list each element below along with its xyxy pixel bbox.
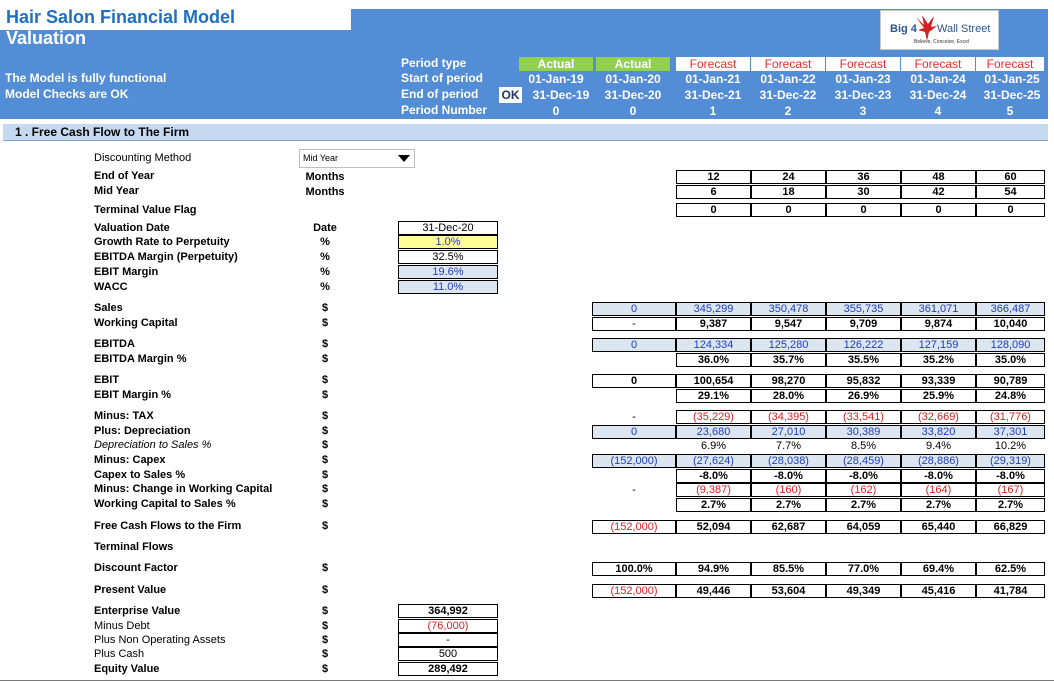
non-operating-assets-cell[interactable]: - <box>398 633 498 647</box>
tax-unit: $ <box>321 410 329 422</box>
tax-label: Minus: TAX <box>94 410 154 422</box>
ebit-margin-row-label: EBIT Margin % <box>94 389 172 401</box>
working-capital-cell[interactable]: 9,709 <box>826 317 901 331</box>
logo-big4-text: Big 4 <box>890 23 917 35</box>
present-value-cell[interactable]: 41,784 <box>976 584 1045 598</box>
mid-year-cell[interactable]: 30 <box>826 185 901 199</box>
ebit-margin-cell[interactable]: 25.9% <box>901 389 976 403</box>
section-header <box>3 124 1048 141</box>
tax-base-cell[interactable]: - <box>632 411 636 423</box>
depreciation-cell[interactable]: 30,389 <box>826 425 901 439</box>
present-value-cell[interactable]: 49,349 <box>826 584 901 598</box>
mid-year-cell[interactable]: 54 <box>976 185 1045 199</box>
dep-to-sales-cell[interactable]: 9.4% <box>925 440 952 452</box>
ebitda-cell[interactable]: 124,334 <box>676 338 751 352</box>
ebitda-margin-cell[interactable]: 35.2% <box>901 353 976 367</box>
capex-to-sales-cell[interactable]: -8.0% <box>901 469 976 483</box>
logo-tagline: Believe, Conceive, Excel <box>914 39 970 45</box>
fcff-cell[interactable]: 65,440 <box>901 520 976 534</box>
non-operating-assets-unit: $ <box>321 634 329 646</box>
ebit-margin-cell[interactable]: 19.6% <box>398 265 498 279</box>
period-number-label: Period Number <box>401 103 488 117</box>
ebit-label: EBIT <box>94 374 120 386</box>
period-type-cell: Actual <box>519 57 593 71</box>
discount-factor-cell[interactable]: 62.5% <box>976 562 1045 576</box>
terminal-flag-cell[interactable]: 0 <box>826 203 901 217</box>
ebitda-margin-label: EBITDA Margin % <box>94 353 187 365</box>
discount-factor-base-cell[interactable]: 100.0% <box>592 562 676 576</box>
mid-year-cell[interactable]: 6 <box>676 185 751 199</box>
fcff-label: Free Cash Flows to the Firm <box>94 520 242 532</box>
wacc-unit: % <box>320 281 330 293</box>
ebitda-margin-perp-cell[interactable]: 32.5% <box>398 250 498 264</box>
period-start-cell: 01-Jan-24 <box>910 72 966 86</box>
present-value-cell[interactable]: 45,416 <box>901 584 976 598</box>
capex-cell[interactable]: (29,319) <box>976 454 1045 468</box>
working-capital-cell[interactable]: 9,387 <box>676 317 751 331</box>
company-logo <box>880 10 999 50</box>
period-end-cell: 31-Dec-20 <box>604 88 662 102</box>
terminal-flag-cell[interactable]: 0 <box>676 203 751 217</box>
terminal-flag-cell[interactable]: 0 <box>976 203 1045 217</box>
wc-to-sales-cell[interactable]: 2.7% <box>901 498 976 512</box>
period-number-cell: 3 <box>859 104 867 118</box>
change-wc-base-cell[interactable]: - <box>632 484 636 496</box>
period-number-cell: 2 <box>784 104 792 118</box>
minus-debt-unit: $ <box>321 620 329 632</box>
capex-base-cell[interactable]: (152,000) <box>592 454 676 468</box>
working-capital-unit: $ <box>321 317 329 329</box>
wc-to-sales-cell[interactable]: 2.7% <box>826 498 901 512</box>
period-type-cell: Actual <box>596 57 670 71</box>
fcff-unit: $ <box>321 520 329 532</box>
discount-factor-label: Discount Factor <box>94 562 178 574</box>
terminal-flag-cell[interactable]: 0 <box>901 203 976 217</box>
change-wc-cell[interactable]: (160) <box>751 483 826 497</box>
period-number-cell: 5 <box>1006 104 1014 118</box>
depreciation-base-cell[interactable]: 0 <box>592 425 676 439</box>
working-capital-base-cell[interactable]: - <box>592 317 676 331</box>
page-title: Hair Salon Financial Model <box>6 7 236 27</box>
plus-cash-cell[interactable]: 500 <box>398 647 498 661</box>
period-end-cell: 31-Dec-22 <box>759 88 817 102</box>
page-subtitle: Valuation <box>6 28 87 48</box>
discount-factor-cell[interactable]: 85.5% <box>751 562 826 576</box>
capex-label: Minus: Capex <box>94 454 166 466</box>
period-start-cell: 01-Jan-22 <box>760 72 816 86</box>
minus-debt-cell[interactable]: (76,000) <box>398 619 498 633</box>
present-value-label: Present Value <box>94 584 167 596</box>
period-number-cell: 0 <box>629 104 637 118</box>
ebit-margin-cell[interactable]: 28.0% <box>751 389 826 403</box>
ebit-margin-cell[interactable]: 24.8% <box>976 389 1045 403</box>
discounting-method-label: Discounting Method <box>94 152 192 164</box>
period-type-cell: Forecast <box>751 57 825 71</box>
chevron-down-icon[interactable] <box>398 155 410 162</box>
period-start-cell: 01-Jan-23 <box>835 72 891 86</box>
valuation-date-label: Valuation Date <box>94 222 170 234</box>
period-start-cell: 01-Jan-20 <box>605 72 661 86</box>
sales-unit: $ <box>321 302 329 314</box>
end-of-year-label: End of Year <box>94 170 155 182</box>
equity-value-cell[interactable]: 289,492 <box>398 662 498 676</box>
ebitda-cell[interactable]: 126,222 <box>826 338 901 352</box>
discount-factor-cell[interactable]: 77.0% <box>826 562 901 576</box>
dep-to-sales-unit: $ <box>321 439 329 451</box>
present-value-unit: $ <box>321 584 329 596</box>
equity-value-unit: $ <box>321 663 329 675</box>
ebit-base-cell[interactable]: 0 <box>592 374 676 388</box>
present-value-base-cell[interactable]: (152,000) <box>592 584 676 598</box>
period-number-cell: 4 <box>934 104 942 118</box>
capex-to-sales-cell[interactable]: -8.0% <box>826 469 901 483</box>
growth-rate-label: Growth Rate to Perpetuity <box>94 236 230 248</box>
sales-base-cell[interactable]: 0 <box>592 302 676 316</box>
section-title: 1 . Free Cash Flow to The Firm <box>15 125 190 139</box>
depreciation-cell[interactable]: 33,820 <box>901 425 976 439</box>
period-end-cell: 31-Dec-21 <box>684 88 742 102</box>
period-start-cell: 01-Jan-21 <box>685 72 741 86</box>
ebitda-base-cell[interactable]: 0 <box>592 338 676 352</box>
model-status-functional: The Model is fully functional <box>5 71 167 85</box>
depreciation-label: Plus: Depreciation <box>94 425 191 437</box>
valuation-date-cell[interactable]: 31-Dec-20 <box>398 221 498 235</box>
sales-cell[interactable]: 350,478 <box>751 302 826 316</box>
tax-cell[interactable]: (33,541) <box>826 410 901 424</box>
dep-to-sales-cell[interactable]: 6.9% <box>700 440 727 452</box>
change-wc-cell[interactable]: (9,387) <box>676 483 751 497</box>
discounting-method-value: Mid Year <box>303 153 339 163</box>
ebitda-margin-cell[interactable]: 35.7% <box>751 353 826 367</box>
wc-to-sales-cell[interactable]: 2.7% <box>976 498 1045 512</box>
discount-factor-unit: $ <box>321 562 329 574</box>
terminal-flows-label: Terminal Flows <box>94 541 174 553</box>
ebit-margin-label: EBIT Margin <box>94 266 159 278</box>
ebitda-margin-cell[interactable]: 36.0% <box>676 353 751 367</box>
ebit-cell[interactable]: 93,339 <box>901 374 976 388</box>
capex-cell[interactable]: (28,886) <box>901 454 976 468</box>
terminal-value-flag-label: Terminal Value Flag <box>94 204 197 216</box>
period-end-cell: 31-Dec-19 <box>532 88 590 102</box>
dep-to-sales-cell[interactable]: 7.7% <box>775 440 802 452</box>
period-type-cell: Forecast <box>901 57 975 71</box>
minus-debt-label: Minus Debt <box>94 620 150 632</box>
plus-cash-unit: $ <box>321 648 329 660</box>
sales-cell[interactable]: 366,487 <box>976 302 1045 316</box>
capex-to-sales-unit: $ <box>321 469 329 481</box>
fcff-cell[interactable]: 62,687 <box>751 520 826 534</box>
working-capital-cell[interactable]: 10,040 <box>976 317 1045 331</box>
present-value-cell[interactable]: 53,604 <box>751 584 826 598</box>
end-of-year-cell[interactable]: 48 <box>901 170 976 184</box>
mid-year-label: Mid Year <box>94 185 140 197</box>
end-of-year-cell[interactable]: 36 <box>826 170 901 184</box>
present-value-cell[interactable]: 49,446 <box>676 584 751 598</box>
capex-to-sales-label: Capex to Sales % <box>94 469 186 481</box>
capex-cell[interactable]: (28,459) <box>826 454 901 468</box>
capex-cell[interactable]: (27,624) <box>676 454 751 468</box>
non-operating-assets-label: Plus Non Operating Assets <box>94 634 226 646</box>
ebit-margin-row-unit: $ <box>321 389 329 401</box>
dep-to-sales-label: Depreciation to Sales % <box>94 439 212 451</box>
capex-unit: $ <box>321 454 329 466</box>
period-end-cell: 31-Dec-24 <box>909 88 967 102</box>
working-capital-label: Working Capital <box>94 317 178 329</box>
ebitda-cell[interactable]: 125,280 <box>751 338 826 352</box>
capex-to-sales-cell[interactable]: -8.0% <box>751 469 826 483</box>
discounting-method-dropdown[interactable] <box>299 149 415 168</box>
wc-to-sales-cell[interactable]: 2.7% <box>676 498 751 512</box>
dep-to-sales-cell[interactable]: 8.5% <box>850 440 877 452</box>
ebitda-margin-unit: $ <box>321 353 329 365</box>
end-of-year-cell[interactable]: 24 <box>751 170 826 184</box>
period-type-cell: Forecast <box>826 57 900 71</box>
ebitda-label: EBITDA <box>94 338 135 350</box>
end-of-year-cell[interactable]: 60 <box>976 170 1045 184</box>
enterprise-value-label: Enterprise Value <box>94 605 181 617</box>
ebit-margin-cell[interactable]: 26.9% <box>826 389 901 403</box>
period-end-cell: 31-Dec-25 <box>983 88 1041 102</box>
working-capital-cell[interactable]: 9,874 <box>901 317 976 331</box>
ebit-cell[interactable]: 90,789 <box>976 374 1045 388</box>
wacc-label: WACC <box>94 281 128 293</box>
depreciation-unit: $ <box>321 425 329 437</box>
tax-cell[interactable]: (35,229) <box>676 410 751 424</box>
enterprise-value-unit: $ <box>321 605 329 617</box>
ebit-unit: $ <box>321 374 329 386</box>
ebitda-margin-cell[interactable]: 35.0% <box>976 353 1045 367</box>
plus-cash-label: Plus Cash <box>94 648 145 660</box>
wc-to-sales-cell[interactable]: 2.7% <box>751 498 826 512</box>
terminal-flag-cell[interactable]: 0 <box>751 203 826 217</box>
change-wc-label: Minus: Change in Working Capital <box>94 483 273 495</box>
ebitda-cell[interactable]: 127,159 <box>901 338 976 352</box>
start-of-period-label: Start of period <box>401 71 484 85</box>
logo-wallstreet-text: Wall Street <box>937 23 991 35</box>
period-start-cell: 01-Jan-19 <box>528 72 584 86</box>
period-type-cell: Forecast <box>676 57 750 71</box>
mid-year-cell[interactable]: 42 <box>901 185 976 199</box>
dep-to-sales-cell[interactable]: 10.2% <box>994 440 1027 452</box>
sales-label: Sales <box>94 302 123 314</box>
ebitda-margin-perp-label: EBITDA Margin (Perpetuity) <box>94 251 238 263</box>
model-status-checks: Model Checks are OK <box>5 87 129 101</box>
ebitda-cell[interactable]: 128,090 <box>976 338 1045 352</box>
end-of-period-label: End of period <box>401 87 479 101</box>
working-capital-cell[interactable]: 9,547 <box>751 317 826 331</box>
period-number-cell: 0 <box>552 104 560 118</box>
growth-rate-unit: % <box>320 236 330 248</box>
fcff-base-cell[interactable]: (152,000) <box>592 520 676 534</box>
wc-to-sales-label: Working Capital to Sales % <box>94 498 236 510</box>
capex-to-sales-cell[interactable]: -8.0% <box>976 469 1045 483</box>
discount-factor-cell[interactable]: 94.9% <box>676 562 751 576</box>
end-of-year-cell[interactable]: 12 <box>676 170 751 184</box>
sales-cell[interactable]: 361,071 <box>901 302 976 316</box>
period-type-cell: Forecast <box>976 57 1044 71</box>
tax-cell[interactable]: (32,669) <box>901 410 976 424</box>
tax-cell[interactable]: (34,395) <box>751 410 826 424</box>
sales-cell[interactable]: 355,735 <box>826 302 901 316</box>
fcff-cell[interactable]: 52,094 <box>676 520 751 534</box>
valuation-date-unit: Date <box>313 222 337 234</box>
change-wc-cell[interactable]: (164) <box>901 483 976 497</box>
ebit-cell[interactable]: 100,654 <box>676 374 751 388</box>
ebitda-unit: $ <box>321 338 329 350</box>
ebit-cell[interactable]: 98,270 <box>751 374 826 388</box>
ebit-margin-cell[interactable]: 29.1% <box>676 389 751 403</box>
ebit-cell[interactable]: 95,832 <box>826 374 901 388</box>
change-wc-cell[interactable]: (162) <box>826 483 901 497</box>
growth-rate-input[interactable]: 1.0% <box>398 235 498 249</box>
depreciation-cell[interactable]: 27,010 <box>751 425 826 439</box>
mid-year-unit: Months <box>305 186 345 198</box>
period-number-cell: 1 <box>709 104 717 118</box>
period-start-cell: 01-Jan-25 <box>984 72 1040 86</box>
end-of-year-unit: Months <box>305 171 345 183</box>
bottom-divider <box>0 680 1054 681</box>
period-type-label: Period type <box>401 56 467 70</box>
wacc-cell[interactable]: 11.0% <box>398 280 498 294</box>
wc-to-sales-unit: $ <box>321 498 329 510</box>
sales-cell[interactable]: 345,299 <box>676 302 751 316</box>
equity-value-label: Equity Value <box>94 663 160 675</box>
ebitda-margin-cell[interactable]: 35.5% <box>826 353 901 367</box>
depreciation-cell[interactable]: 23,680 <box>676 425 751 439</box>
fcff-cell[interactable]: 64,059 <box>826 520 901 534</box>
mid-year-cell[interactable]: 18 <box>751 185 826 199</box>
depreciation-cell[interactable]: 37,301 <box>976 425 1045 439</box>
discount-factor-cell[interactable]: 69.4% <box>901 562 976 576</box>
period-end-cell: 31-Dec-23 <box>834 88 892 102</box>
capex-cell[interactable]: (28,038) <box>751 454 826 468</box>
capex-to-sales-cell[interactable]: -8.0% <box>676 469 751 483</box>
fcff-cell[interactable]: 66,829 <box>976 520 1045 534</box>
enterprise-value-cell[interactable]: 364,992 <box>398 604 498 618</box>
change-wc-cell[interactable]: (167) <box>976 483 1045 497</box>
change-wc-unit: $ <box>321 483 329 495</box>
tax-cell[interactable]: (31,776) <box>976 410 1045 424</box>
ebit-margin-unit: % <box>320 266 330 278</box>
ebitda-margin-perp-unit: % <box>320 251 330 263</box>
model-check-ok-badge: OK <box>499 87 522 103</box>
